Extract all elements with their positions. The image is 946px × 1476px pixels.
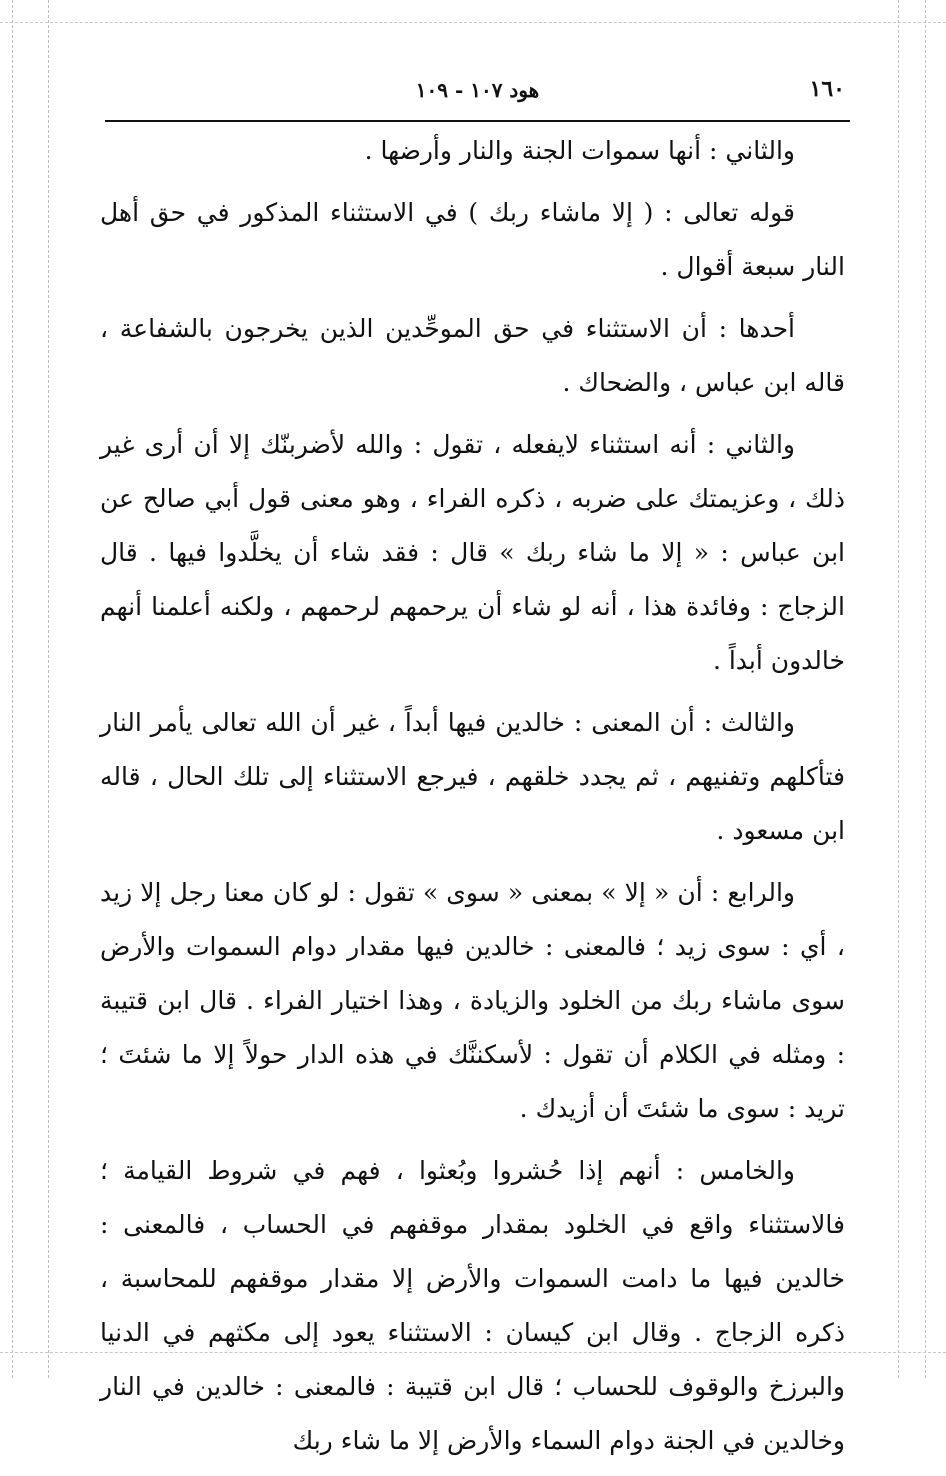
scan-guide-line [925,0,926,1378]
scan-guide-line [48,0,49,1378]
body-text [100,124,845,1476]
paragraph: والرابع : أن « إلا » بمعنى « سوى » تقول : لو كان معنا رجل إلا زيد ، أي : سوى زيد ؛ فالمعنى : خالدين فيها مقدار دوام السموات والأرض سوى ماشاء ربك من الخلود والزيادة ، وهذا اختيار الفراء . قال ابن قتيبة : ومثله في الكلام أن تقول : لأسكننَّك في هذه الدار حولاً إلا ما شئتَ ؛ تريد : سوى ما شئتَ أن أزيدك . [100,878,845,1123]
scan-guide-line [0,22,946,23]
header-rule [105,120,850,122]
page-number: ١٦٠ [809,76,845,102]
paragraph: والثالث : أن المعنى : خالدين فيها أبداً ، غير أن الله تعالى يأمر النار فتأكلهم وتفنيهم ، ثم يجدد خلقهم ، فيرجع الاستثناء إلى تلك الحال ، قاله ابن مسعود . [100,708,845,845]
paragraph: أحدها : أن الاستثناء في حق الموحِّدين الذين يخرجون بالشفاعة ، قاله ابن عباس ، والضحاك . [100,314,845,397]
paragraph: والخامس : أنهم إذا حُشروا وبُعثوا ، فهم في شروط القيامة ؛ فالاستثناء واقع في الخلود بمقدار موقفهم في الحساب ، فالمعنى : خالدين فيها ما دامت السموات والأرض إلا مقدار موقفهم للمحاسبة ، ذكره الزجاج . وقال ابن كيسان : الاستثناء يعود إلى مكثهم في الدنيا والبرزخ والوقوف للحساب ؛ قال ابن قتيبة : فالمعنى : خالدين في النار وخالدين في الجنة دوام السماء والأرض إلا ما شاء ربك [100,1156,845,1455]
paragraph: والثاني : أنها سموات الجنة والنار وأرضها . [364,136,795,165]
paragraph: قوله تعالى : ( إلا ماشاء ربك ) في الاستثناء المذكور في حق أهل النار سبعة أقوال . [100,198,845,281]
running-head: هود ١٠٧ - ١٠٩ [415,78,540,102]
paragraph: والثاني : أنه استثناء لايفعله ، تقول : والله لأضربنّك إلا أن أرى غير ذلك ، وعزيمتك على ضربه ، ذكره الفراء ، وهو معنى قول أبي صالح عن ابن عباس : « إلا ما شاء ربك » قال : فقد شاء أن يخلَّدوا فيها . قال الزجاج : وفائدة هذا ، أنه لو شاء أن يرحمهم لرحمهم ، ولكنه أعلمنا أنهم خالدون أبداً . [100,430,845,675]
scan-guide-line [12,0,13,1378]
page-header [110,70,845,110]
scan-guide-line [898,0,899,1378]
